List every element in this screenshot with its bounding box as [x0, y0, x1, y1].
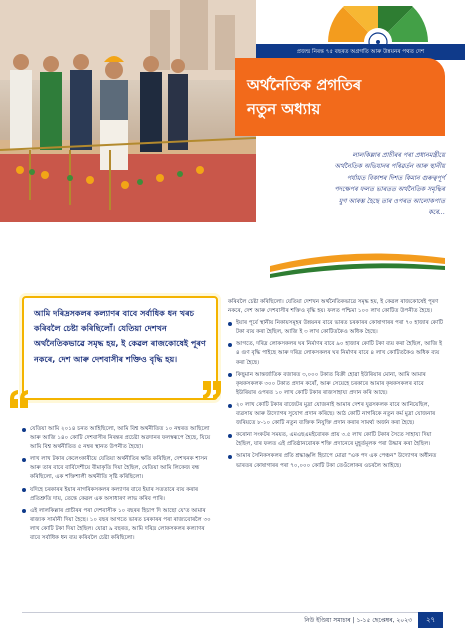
- list-item: আমাৰ সৈনিকসকলৰ প্ৰতি শ্ৰদ্ধাঞ্জলি হিচাপে মোৱা "এক পদ এক পেঞ্চন" উদ্যোগৰ অধীনত ভাৰতৰ কোষাগাৰৰ পৰা ৭০,০০০ কোটি টকা তেওঁলোকৰ ওচৰলৈ আহিছে।: [228, 452, 443, 470]
- quote-open-icon: [8, 388, 30, 410]
- footer-separator: |: [352, 617, 357, 624]
- footer-divider: [22, 612, 442, 613]
- quote-close-icon: [201, 379, 223, 401]
- intro-line: লালকিল্লাৰ প্ৰাচীৰৰ পৰা প্ৰধানমন্ত্ৰীয়ে: [352, 151, 445, 159]
- list-item: কৰোনা সংকটৰ সময়ত, এমএছএমইবোৰক প্ৰায় ৩.৫ লাখ কোটি টকাৰ সৈতে সাহায্য দিয়া হৈছিল, যাৰ ফলত এই প্ৰতিষ্ঠানবোৰক শক্তি প্ৰদানেৰে মুহূৰ্তমূলক পৰা উদ্ধাৰ কৰা হৈছিল।: [228, 431, 443, 449]
- list-item: যদিহে চৰকাৰৰ ইয়াৰ নাগৰিকসকলৰ কল্যাণৰ বাবে ইয়াৰ সততাৰে ব্যয় কৰাৰ প্ৰতিশ্ৰুতি দায়, তেন্তে কেৱল এক অসাধাৰণ লাভ কৰিব পাৰি।: [22, 486, 214, 504]
- list-item: এই লালকিল্লাৰ প্ৰাচীৰৰ পৰা দেশবাসীক ১০ বছৰৰ হিচাপ দি আছো যে'ত আমাৰ ৰাজ্যক সাৰ্মানী দিয়া হৈছে। ১০ বছৰ আগতে ভাৰত চৰকাৰৰ পৰা ৰাজ্যবোৰলৈ ৩০ লাখ কোটি টকা দিয়া হৈছিল। যোৱা ৯ বছৰত, আমি দৰিদ্ৰ লোকসকলৰ কল্যাণৰ বাবে সৰ্বাধিক ধন ব্যয় কৰিবলৈ চেষ্টা কৰিছিলো।: [22, 507, 214, 543]
- intro-line: পদক্ষেপৰ ফলত ভাৰতত অৰ্থনৈতিক সমৃদ্ধিৰ: [334, 185, 445, 194]
- intro-line: কৰে...: [428, 208, 445, 217]
- red-fort-photo: [0, 0, 256, 222]
- list-item: কিছুমান আন্তৰ্জাতিক বজাৰত ৩,০০০ টকাত বিক্ৰী হোৱা ইউৰিয়াৰ মোনা, আমি আমাৰ কৃষকসকলক ৩০০ টকাত প্ৰদান কৰোঁ, আৰু সেয়েহে চৰকাৰে আমাৰ কৃষকসকলৰ বাবে ইউৰিয়াৰ ওপৰত ১০ লাখ কোটি টকাৰ ৰাজসাহায্য প্ৰদান কৰি আছে।: [228, 371, 443, 398]
- right-column: [228, 298, 443, 474]
- intro-line: যুগ আৰম্ভ হৈছে তাৰ ওপৰত আলোকপাত: [338, 196, 445, 205]
- pull-quote-text: আমি দৰিদ্ৰসকলৰ কল্যাণৰ বাবে সৰ্বাধিক ধন খৰচ কৰিবলৈ চেষ্টা কৰিছিলোঁ। যেতিয়া দেশখন অৰ্থনৈতিকভাৱে সমৃদ্ধ হয়, ই কেৱল ৰাজকোষেই পূৰণ নকৰে, দেশ আৰু দেশবাসীৰ শক্তিও বৃদ্ধি হয়।: [34, 308, 206, 364]
- list-item: যেতিয়া আমি ২০১৪ চনত আহিছিলো, আমি বিশ্ব অৰ্থনীতিত ১০ নম্বৰত আছিলো আৰু আজি ১৪০ কোটি দেশবাসীৰ নিৰন্তৰ প্ৰচেষ্টা অৱদানৰ ফলস্বৰূপে হৈছে, যিয়ে আমি বিশ্ব অৰ্থনীতিত ৫ নম্বৰ স্থানত উপনীত হৈছো।: [22, 425, 214, 452]
- pull-quote: [22, 296, 218, 400]
- tricolor-swoosh: [270, 244, 445, 284]
- intro-text: [290, 150, 445, 218]
- heading-card: [235, 58, 445, 136]
- right-column-lead: কৰিবলৈ চেষ্টা কৰিছিলো। যেতিয়া দেশখন অৰ্থনৈতিকভাৱে সমৃদ্ধ হয়, ই কেৱল ৰাজকোষেই পূৰণ নকৰে, দেশ আৰু দেশবাসীৰ শক্তিও বৃদ্ধি হয়। ফলত পশ্চিমা ১০০ লাখ কোটিত উপনীত হৈছে।: [228, 299, 439, 315]
- list-item: ইয়াৰ পূৰ্বে স্থানীয় নিকায়সমূহৰ উন্নয়নৰ বাবে ভাৰত চৰকাৰৰ কোষাগাৰৰ পৰা ৭০ হাজাৰ কোটি টকা ব্যয় কৰা হৈছিল, আজি ই ৩ লাখ কোটিতকৈও অধিক হৈছে।: [228, 319, 443, 337]
- left-column: [22, 425, 214, 546]
- intro-line: পৰ্যায়ত বিকাশৰ দিশত কিমান গুৰুত্বপূৰ্ণ: [346, 173, 445, 182]
- page-title-line1: অৰ্থনৈতিক প্ৰগতিৰ: [247, 76, 362, 94]
- intro-line: অৰ্থনৈতিক অভিযানৰ পৰিৱৰ্তন আৰু স্থানীয়: [334, 162, 445, 171]
- list-item: আগতে, দৰিদ্ৰ লোকসকলৰ ঘৰ নিৰ্মাণৰ বাবে ৯০ হাজাৰ কোটি টকা ব্যয় কৰা হৈছিল, আজি ই ৪ গুণ বৃদ্ধি পাইছে আৰু দৰিদ্ৰ লোকসকলৰ ঘৰ নিৰ্মাণৰ বাবে ৪ লাখ কোটিতকৈও অধিক ব্যয় কৰা হৈছে।: [228, 340, 443, 367]
- tricolor-fan-logo: [323, 6, 433, 44]
- ceremony-illustration: [0, 0, 256, 222]
- publication-name: নিউ ইণ্ডিয়া সমাচাৰ: [304, 617, 351, 624]
- list-item: ২০ লাখ কোটি টকাৰ বাজেটৰ মুদ্ৰা যোজনাই আমাৰ দেশৰ যুৱসকলক বাবে আনিয়েছিল, ব্যৱসায় আৰু উদ্যোগৰ সুযোগ প্ৰদান কৰিছে। আঠ কোটি নাগৰিকে নতুন কৰ্ম মুদ্ৰা যোজনাৰ জৰিয়তে ৮-১০ কোটি নতুন ব্যক্তিক নিযুক্তি প্ৰদান কৰাৰ সামৰ্থ্য অৰ্জন কৰা হৈছে।: [228, 401, 443, 428]
- page-number: ২৭: [418, 612, 443, 628]
- list-item: লাখ লাখ টকাৰ কেলেংকাৰীয়ে যেতিয়া অৰ্থনীতিৰ ক্ষতি কৰিছিল, দেশখনক শাসন আৰু তাৰ বাবে বাৰ্বিদেশীয়ে বীমাকৃতি দিয়া হৈছিল, যেতিয়া আমি লিকেজ বন্ধ কৰিছিলো, এক শক্তিশালী অৰ্থনীতি সৃষ্টি কৰিছিলো।: [22, 455, 214, 482]
- page-title-line2: নতুন অধ্যায়: [247, 100, 321, 118]
- issue-date: ১-১৫ ছেপ্তেম্বৰ, ২০২৩: [356, 617, 412, 624]
- footer-info: [262, 616, 412, 626]
- banner-tagline: প্ৰজন্ম নিৰন্ত ৭৫ বছৰত অগ্ৰগতি আৰু উন্নয়নৰ পথত দেশ: [256, 44, 465, 60]
